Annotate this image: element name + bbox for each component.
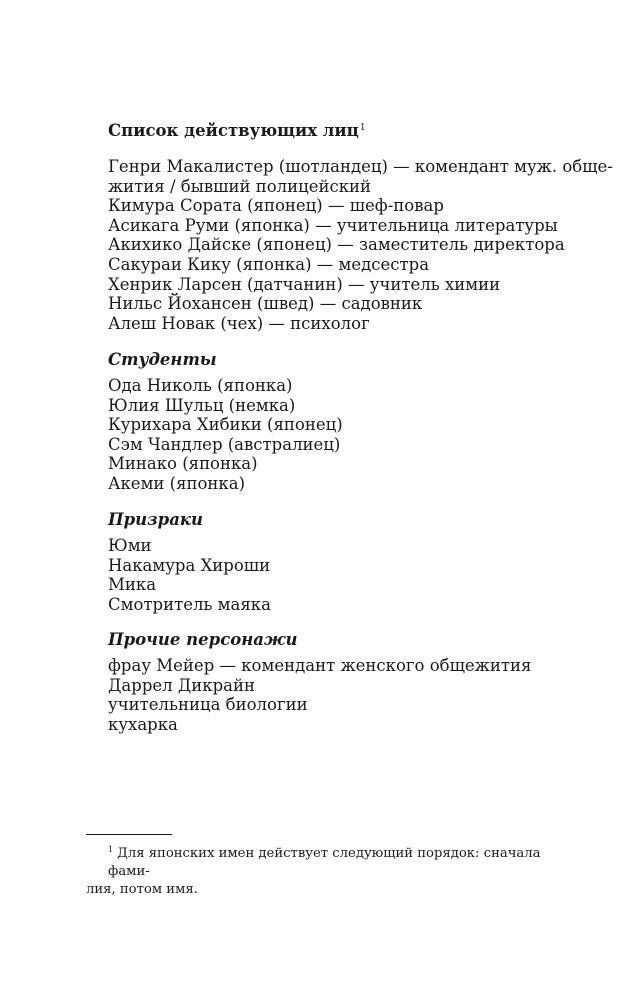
footnote <box>86 841 558 899</box>
list-item: Минако (японка) <box>108 454 258 474</box>
list-item: Юми <box>108 536 152 555</box>
footnote-divider <box>86 834 172 835</box>
list-item: кухарка <box>108 714 178 734</box>
list-item: Мика <box>108 575 157 595</box>
list-item: учительница биологии <box>108 695 308 715</box>
list-item: Сэм Чандлер (австралиец) <box>108 434 341 454</box>
footnote-mark: 1 <box>108 845 114 854</box>
list-item: Ода Николь (японка) <box>108 376 293 395</box>
list-item: Курихара Хибики (японец) <box>108 415 343 435</box>
section-students <box>108 350 558 494</box>
list-item: Накамура Хироши <box>108 555 271 575</box>
heading-text: Список действующих лиц <box>108 121 359 140</box>
footnote-line <box>86 841 558 881</box>
list-item: Акеми (японка) <box>108 473 246 493</box>
list-item: Юлия Шульц (немка) <box>108 395 296 415</box>
list-item: жития / бывший полицейский <box>108 176 372 196</box>
section-title: Прочие персонажи <box>108 630 298 649</box>
footnote-text: Для японских имен действует следующий порядок: сначала фами- <box>108 846 541 879</box>
section-title: Призраки <box>108 510 204 529</box>
staff-list <box>108 157 613 333</box>
list-item: Генри Макалистер (шотландец) — комендант муж. обще- <box>108 157 613 176</box>
list-item: фрау Мейер — комендант женского общежития <box>108 656 532 675</box>
list-item: Алеш Новак (чех) — психолог <box>108 313 370 333</box>
footnote-line: лия, потом имя. <box>86 882 198 897</box>
list-item: Нильс Йохансен (швед) — садовник <box>108 294 423 314</box>
list-item: Хенрик Ларсен (датчанин) — учитель химии <box>108 274 501 294</box>
list-item: Кимура Сората (японец) — шеф-повар <box>108 196 444 216</box>
page-title <box>108 118 558 141</box>
cast-list-heading <box>108 118 558 141</box>
list-item: Сакураи Кику (японка) — медсестра <box>108 254 430 274</box>
section-title: Студенты <box>108 350 217 369</box>
section-ghosts <box>108 510 558 614</box>
footnote-reference: 1 <box>359 123 366 133</box>
list-item: Акихико Дайске (японец) — заместитель директора <box>108 235 565 255</box>
list-item: Даррел Дикрайн <box>108 675 255 695</box>
section-other-characters <box>108 630 558 734</box>
list-item: Смотритель маяка <box>108 594 271 614</box>
list-item: Асикага Руми (японка) — учительница литературы <box>108 215 558 235</box>
